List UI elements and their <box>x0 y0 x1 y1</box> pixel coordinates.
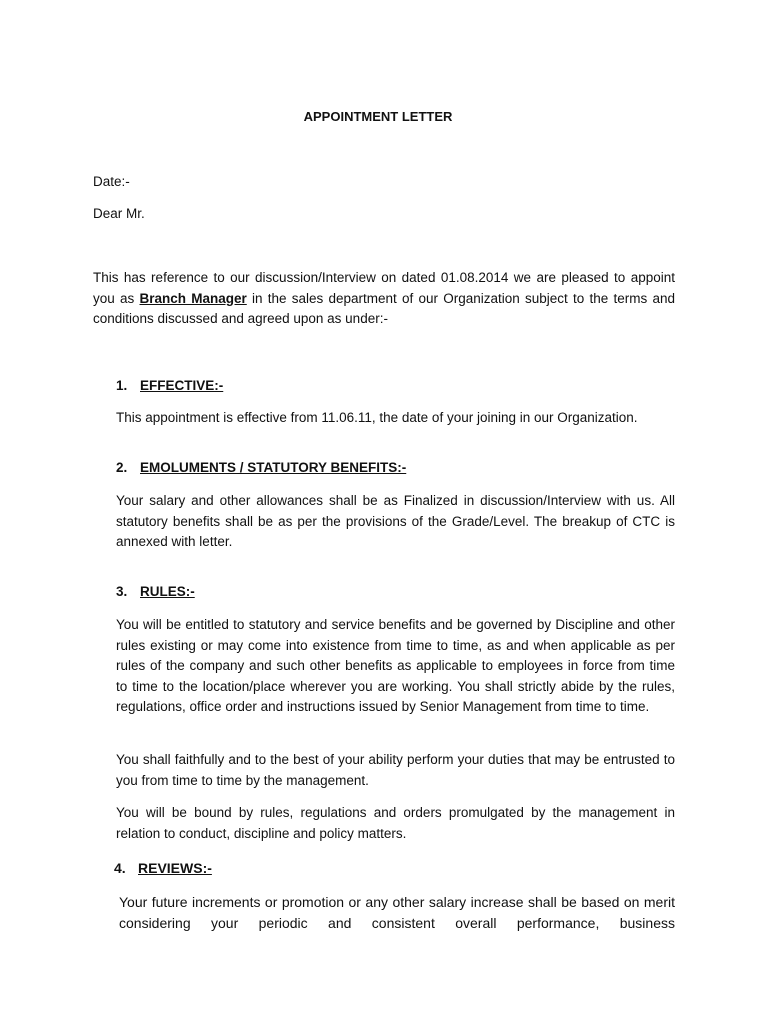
section-number: 4. <box>114 860 126 876</box>
section-paragraph: This appointment is effective from 11.06.11, the date of your joining in our Organization. <box>116 410 638 425</box>
salutation: Dear Mr. <box>93 206 145 221</box>
section-heading-effective <box>116 378 223 393</box>
section-heading-emoluments <box>116 460 406 475</box>
section-heading-reviews <box>114 860 212 876</box>
section-paragraph: You will be bound by rules, regulations and orders promulgated by the management in relation to conduct, discipline and policy matters. <box>116 805 675 841</box>
intro-paragraph <box>93 268 675 330</box>
section-title: EFFECTIVE:- <box>140 378 224 393</box>
designation: Branch Manager <box>139 290 247 306</box>
section-heading-rules <box>116 584 195 599</box>
intro-text-end: in the sales department of our Organization subject to the terms and conditions discussed and agreed upon as under:- <box>93 290 676 326</box>
section-number: 2. <box>116 460 128 475</box>
intro-text-start: This has reference to our discussion/Interview on dated 01.08.2014 we are pleased to appoint you as <box>93 270 675 306</box>
section-paragraph: You will be entitled to statutory and service benefits and be governed by Discipline and other rules existing or may come into existence from time to time, as and when applicable as per rules of the company and such other benefits as applicable to employees in force from time to time to the location/place wherever you are working. You shall strictly abide by the rules, regulations, office order and instructions issued by Senior Management from time to time. <box>116 617 675 714</box>
date-line: Date:- <box>93 174 130 189</box>
letter-title: APPOINTMENT LETTER <box>303 109 453 124</box>
section-number: 1. <box>116 378 128 393</box>
section-title: EMOLUMENTS / STATUTORY BENEFITS:- <box>140 460 407 475</box>
section-title: RULES:- <box>140 584 195 599</box>
section-paragraph: Your future increments or promotion or any other salary increase shall be based on merit considering your periodic and consistent overall performance, business <box>119 894 675 931</box>
section-paragraph: Your salary and other allowances shall be as Finalized in discussion/Interview with us. All statutory benefits shall be as per the provisions of the Grade/Level. The breakup of CTC is annexed with letter. <box>116 493 675 549</box>
section-number: 3. <box>116 584 128 599</box>
section-paragraph: You shall faithfully and to the best of your ability perform your duties that may be entrusted to you from time to time by the management. <box>116 752 675 788</box>
section-title: REVIEWS:- <box>138 860 212 876</box>
